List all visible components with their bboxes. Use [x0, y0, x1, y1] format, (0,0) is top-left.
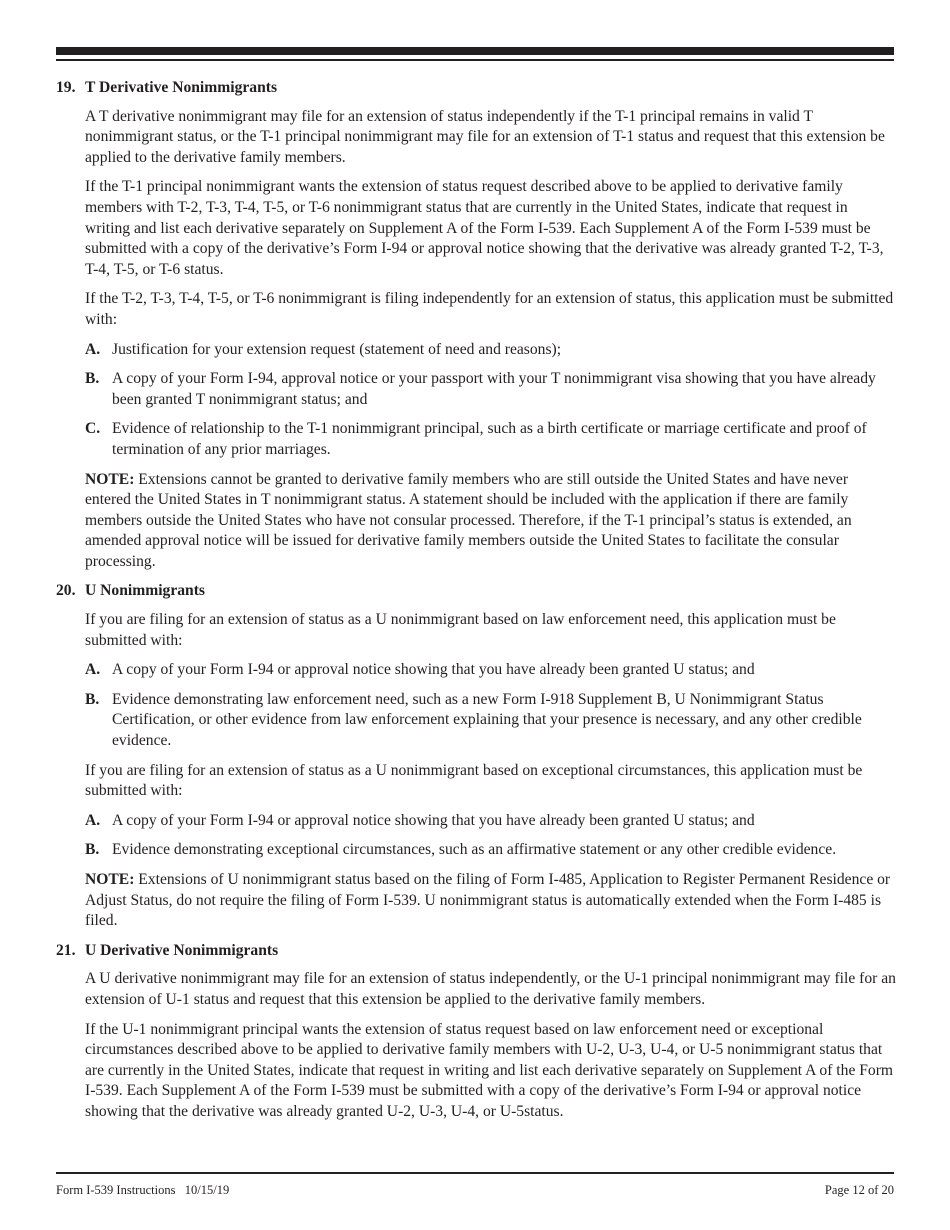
list-item — [85, 690, 896, 752]
list-text: Justification for your extension request (statement of need and reasons); — [112, 340, 562, 358]
list-letter: A. — [85, 340, 101, 358]
section-number: 19. — [56, 79, 76, 96]
paragraph: If you are filing for an extension of status as a U nonimmigrant based on exceptional circumstances, this application must be submitted with: — [85, 761, 863, 800]
section-title: U Nonimmigrants — [85, 582, 205, 600]
header-thick-rule — [56, 47, 894, 55]
list-text: Evidence demonstrating exceptional circumstances, such as an affirmative statement or any other credible evidence. — [112, 841, 837, 859]
list-text: Evidence of relationship to the T-1 nonimmigrant principal, such as a birth certificate or marriage certificate and proof of termination of any prior marriages. — [112, 420, 867, 458]
page-footer — [56, 1183, 894, 1198]
list-letter: C. — [85, 420, 101, 438]
note-label: NOTE: — [85, 470, 135, 488]
section-number: 21. — [56, 941, 76, 959]
list-item — [85, 811, 896, 832]
section-20-heading — [56, 581, 896, 602]
list-letter: A. — [85, 661, 101, 679]
section-21-heading — [56, 941, 896, 962]
list-item — [85, 419, 896, 460]
section-title: T Derivative Nonimmigrants — [85, 79, 278, 96]
header-thin-rule — [56, 59, 894, 61]
list-text: A copy of your Form I-94 or approval notice showing that you have already been granted U status; and — [112, 661, 755, 679]
note-paragraph — [85, 470, 896, 573]
footer-form-info: Form I-539 Instructions 10/15/19 — [56, 1183, 230, 1197]
paragraph: If the U-1 nonimmigrant principal wants the extension of status request based on law enforcement need or exceptional circumstances described above to be applied to derivative family members with U-2, U-3, U-4, or U-5 nonimmigrant status that are currently in the United States, indicate that request in writing and list each derivative separately on Supplement A of the Form I-539. Each Supplement A of the Form I-539 must be submitted with a copy of the derivative’s Form I-94 or approval notice showing that the derivative was already granted U-2, U-3, U-4, or U-5status. — [85, 1020, 894, 1120]
paragraph: A U derivative nonimmigrant may file for an extension of status independently, or the U-1 principal nonimmigrant may file for an extension of U-1 status and request that this extension be applied to the derivative family members. — [85, 970, 896, 1008]
paragraph: A T derivative nonimmigrant may file for an extension of status independently if the T-1 principal remains in valid T nonimmigrant status, or the T-1 principal nonimmigrant may file for an extension of T-1 status and request that this extension be applied to the derivative family members. — [85, 107, 885, 166]
note-paragraph — [85, 870, 896, 932]
footer-rule — [56, 1172, 894, 1174]
list-text: Evidence demonstrating law enforcement need, such as a new Form I-918 Supplement B, U Nonimmigrant Status Certification, or other evidence from law enforcement explaining that your presence is necessary, and any other credible evidence. — [112, 690, 862, 750]
section-number: 20. — [56, 582, 76, 600]
list-item — [85, 660, 896, 681]
section-19-heading — [56, 78, 896, 99]
list-letter: A. — [85, 811, 101, 829]
list-letter: B. — [85, 690, 100, 708]
list-item — [85, 369, 896, 410]
list-letter: B. — [85, 370, 100, 388]
list-letter: B. — [85, 841, 100, 859]
paragraph: If you are filing for an extension of status as a U nonimmigrant based on law enforcement need, this application must be submitted with: — [85, 611, 836, 649]
list-text: A copy of your Form I-94, approval notice or your passport with your T nonimmigrant visa showing that you have already been granted T nonimmigrant status; and — [112, 370, 876, 408]
section-title: U Derivative Nonimmigrants — [85, 941, 279, 959]
page-content — [56, 78, 896, 1132]
page-number: Page 12 of 20 — [824, 1183, 894, 1197]
paragraph: If the T-2, T-3, T-4, T-5, or T-6 nonimmigrant is filing independently for an extension of status, this application must be submitted with: — [85, 290, 894, 328]
paragraph: If the T-1 principal nonimmigrant wants the extension of status request described above to be applied to derivative family members with T-2, T-3, T-4, T-5, or T-6 nonimmigrant status that are currently in the United States, indicate that request in writing and list each derivative separately on Supplement A of the Form I-539. Each Supplement A of the Form I-539 must be submitted with a copy of the derivative’s Form I-94 or approval notice showing that the derivative was already granted T-2, T-3, T-4, T-5, or T-6 status. — [85, 178, 884, 278]
note-text: Extensions of U nonimmigrant status based on the filing of Form I-485, Application to Register Permanent Residence or Adjust Status, do not require the filing of Form I-539. U nonimmigrant status is automatically extended when the Form I-485 is filed. — [85, 871, 891, 930]
note-label: NOTE: — [85, 871, 135, 888]
list-item — [85, 340, 896, 361]
note-text: Extensions cannot be granted to derivative family members who are still outside the United States and have never entered the United States in T nonimmigrant status. A statement should be included with the application if there are family members outside the United States who have not consular processed. Therefore, if the T-1 principal’s status is extended, an amended approval notice will be issued for derivative family members outside the United States to facilitate the consular processing. — [85, 470, 852, 570]
list-text: A copy of your Form I-94 or approval notice showing that you have already been granted U status; and — [112, 811, 755, 829]
list-item — [85, 840, 896, 861]
